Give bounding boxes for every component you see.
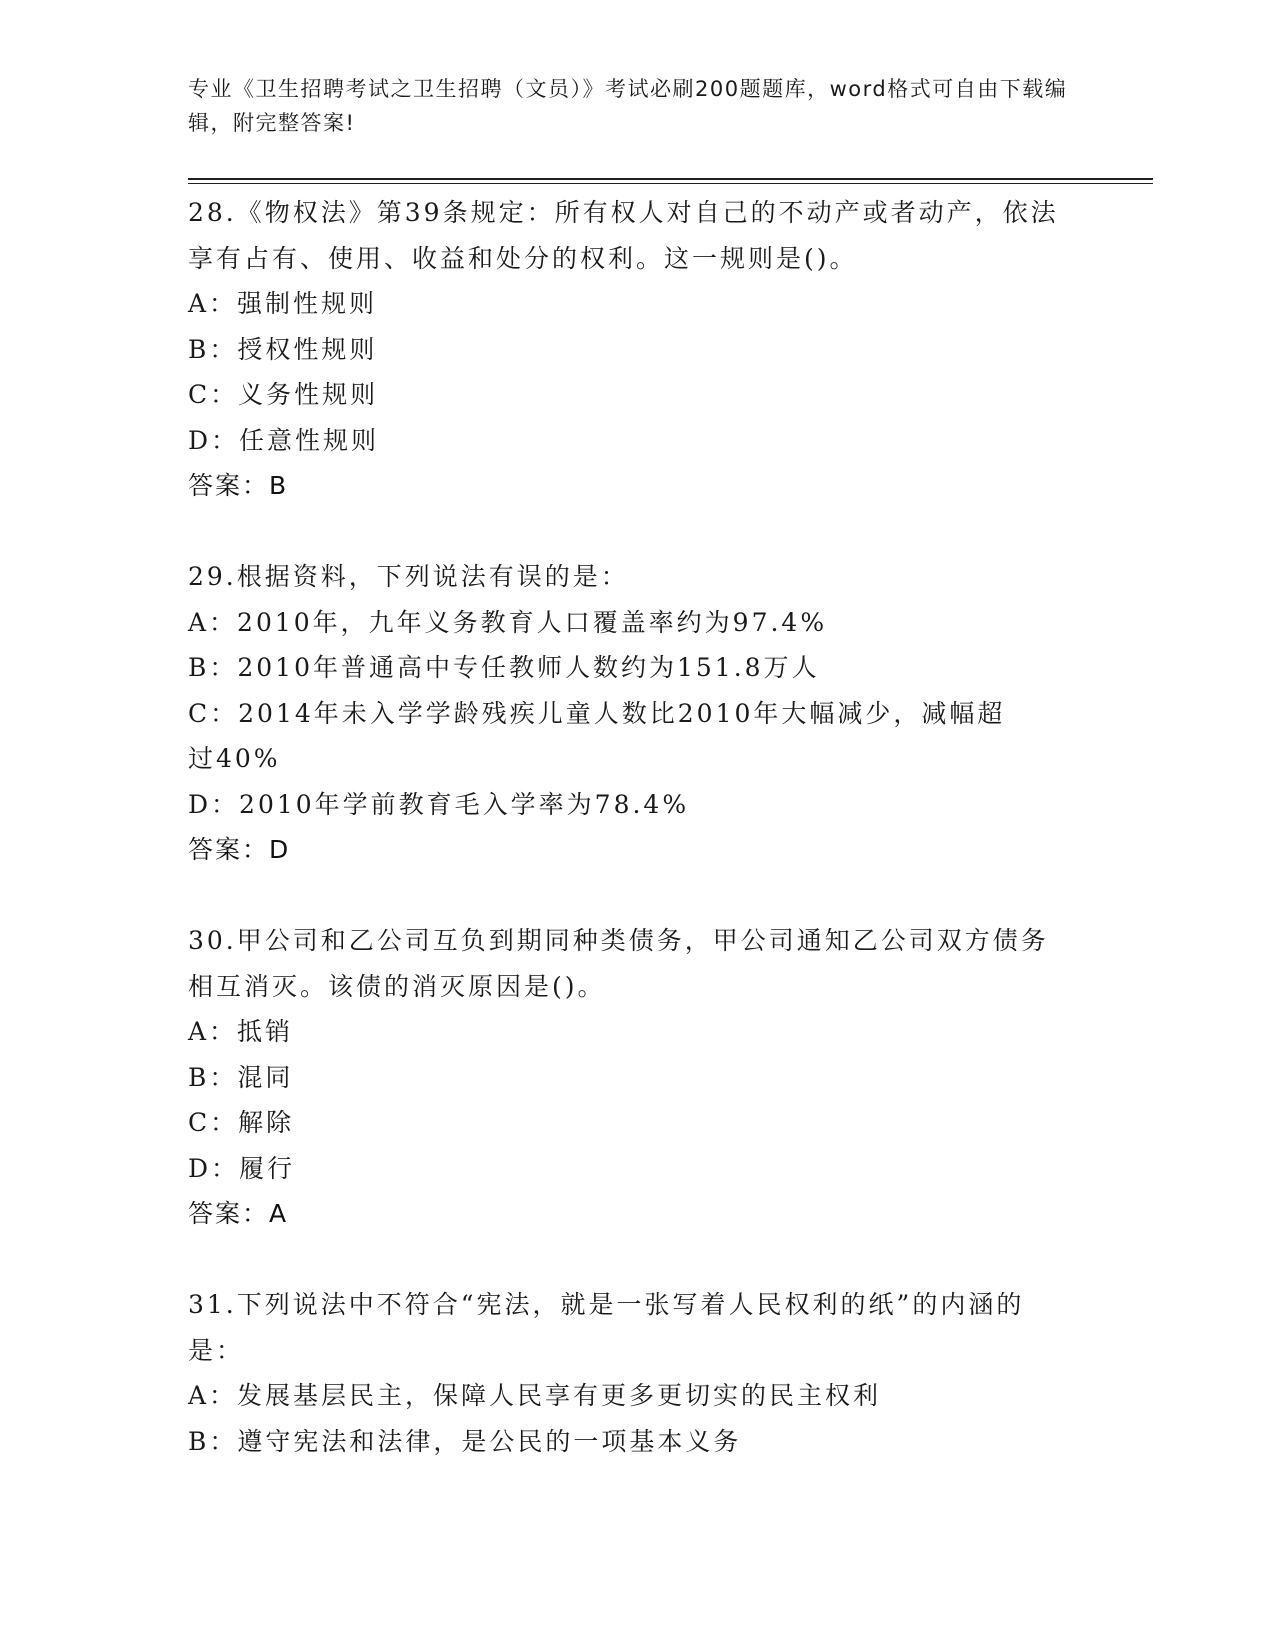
option-b: B：2010年普通高中专任教师人数约为151.8万人 (188, 653, 820, 682)
header-divider-thin (188, 183, 1153, 184)
answer-label: 答案：A (188, 1199, 289, 1228)
question-spacer (188, 509, 1088, 555)
option-d: D：任意性规则 (188, 425, 380, 455)
answer-label: 答案：B (188, 471, 289, 500)
option-c: C：义务性规则 (188, 380, 379, 409)
option-d: D：履行 (188, 1153, 296, 1183)
option-a: A：2010年，九年义务教育人口覆盖率约为97.4% (188, 607, 828, 637)
option-a: A：强制性规则 (188, 289, 378, 318)
option-b: B：授权性规则 (188, 334, 378, 364)
option-a: A：发展基层民主，保障人民享有更多更切实的民主权利 (188, 1381, 882, 1410)
option-c: C：2014年未入学学龄残疾儿童人数比2010年大幅减少，减幅超过40% (188, 698, 1006, 773)
answer-label: 答案：D (188, 835, 291, 864)
question-29 (188, 554, 1088, 873)
question-28 (188, 190, 1088, 509)
question-spacer (188, 873, 1088, 919)
option-d: D：2010年学前教育毛入学率为78.4% (188, 789, 690, 819)
question-31 (188, 1282, 1088, 1464)
question-30 (188, 918, 1088, 1237)
option-b: B：遵守宪法和法律，是公民的一项基本义务 (188, 1426, 742, 1456)
document-header: 专业《卫生招聘考试之卫生招聘（文员）》考试必刷200题题库，word格式可自由下载编辑，附完整答案! (188, 77, 1068, 135)
question-stem: 30.甲公司和乙公司互负到期同种类债务，甲公司通知乙公司双方债务相互消灭。该债的消灭原因是()。 (188, 926, 1049, 1001)
question-stem: 29.根据资料，下列说法有误的是： (188, 562, 629, 591)
option-a: A：抵销 (188, 1017, 294, 1046)
question-list (188, 190, 1088, 1464)
option-b: B：混同 (188, 1062, 294, 1092)
question-stem: 31.下列说法中不符合“宪法，就是一张写着人民权利的纸”的内涵的是： (188, 1290, 1025, 1365)
question-stem: 28.《物权法》第39条规定：所有权人对自己的不动产或者动产，依法享有占有、使用、收益和处分的权利。这一规则是()。 (188, 198, 1059, 273)
header-divider-thick (188, 178, 1153, 180)
question-spacer (188, 1237, 1088, 1283)
option-c: C：解除 (188, 1108, 295, 1137)
